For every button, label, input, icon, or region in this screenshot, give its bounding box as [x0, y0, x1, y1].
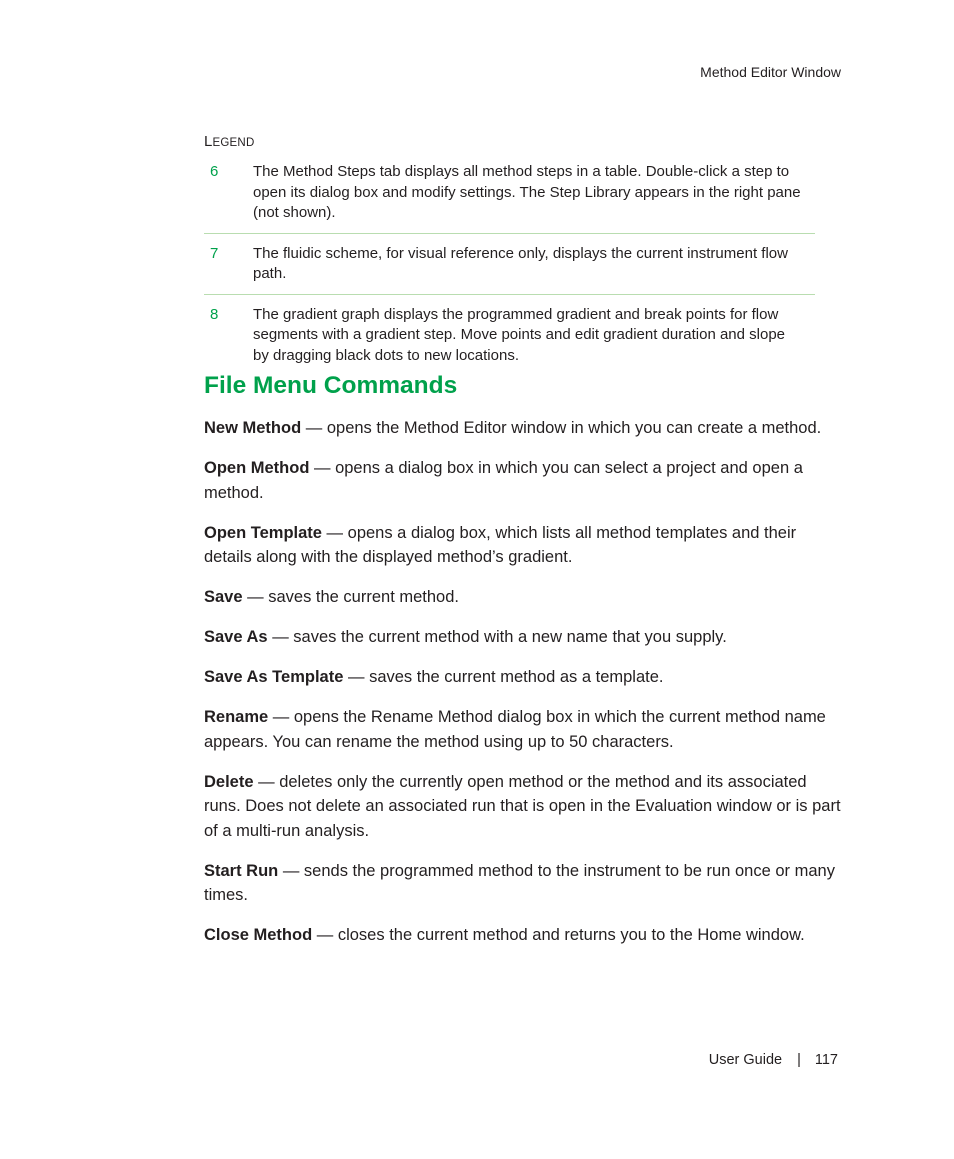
command-description: — saves the current method as a template.	[343, 668, 664, 686]
command-start-run	[204, 859, 844, 908]
command-description: — opens the Method Editor window in which you can create a method.	[301, 419, 822, 437]
command-rename	[204, 705, 844, 754]
command-description: — closes the current method and returns you to the Home window.	[312, 926, 805, 944]
legend-number: 7	[210, 244, 219, 262]
legend-description: The gradient graph displays the programmed gradient and break points for flow segments with a gradient step. Move points and edit gradient duration and slope by dragging black dots to new locations.	[253, 305, 786, 364]
command-description: — saves the current method with a new name that you supply.	[267, 628, 727, 646]
command-description: — opens the Rename Method dialog box in which the current method name appears. You can rename the method using up to 50 characters.	[204, 708, 826, 751]
footer-separator: |	[797, 1052, 801, 1068]
legend-description: The fluidic scheme, for visual reference only, displays the current instrument flow path.	[253, 244, 788, 282]
command-save-as-template	[204, 665, 844, 690]
command-description: — deletes only the currently open method or the method and its associated runs. Does not delete an associated run that is open in the Evaluation window or is part of a multi-run analysis.	[204, 772, 841, 840]
command-description: — sends the programmed method to the instrument to be run once or many times.	[204, 861, 835, 904]
command-open-template	[204, 521, 844, 570]
command-save-as	[204, 625, 844, 650]
command-save	[204, 585, 844, 610]
legend-row	[204, 160, 815, 234]
legend-heading-initial: L	[204, 133, 213, 150]
legend-heading-rest: EGEND	[212, 137, 255, 149]
footer-doc-title: User Guide	[708, 1052, 783, 1068]
command-term: Delete	[204, 772, 254, 791]
command-term: Open Template	[204, 523, 322, 542]
legend-row	[204, 295, 815, 376]
legend-number: 6	[210, 163, 219, 180]
legend-number: 8	[210, 305, 219, 323]
command-term: Start Run	[204, 861, 279, 880]
section-title: File Menu Commands	[204, 372, 458, 399]
page-footer	[709, 1052, 838, 1068]
command-new-method	[204, 416, 844, 441]
command-delete	[204, 770, 844, 844]
command-description: — opens a dialog box in which you can select a project and open a method.	[204, 459, 803, 502]
command-term: Save As Template	[204, 668, 344, 686]
legend-heading	[204, 133, 254, 150]
command-term: Rename	[204, 708, 269, 726]
legend-description: The Method Steps tab displays all method steps in a table. Double-click a step to open its dialog box and modify settings. The Step Library appears in the right pane (not shown).	[253, 163, 801, 221]
command-description: — saves the current method.	[242, 588, 459, 606]
command-description: — opens a dialog box, which lists all method templates and their details along with the displayed method’s gradient.	[204, 523, 797, 566]
command-close-method	[204, 923, 844, 948]
legend-row	[204, 234, 815, 295]
command-term: New Method	[204, 419, 302, 437]
command-term: Close Method	[204, 926, 313, 944]
command-list	[204, 416, 844, 963]
command-term: Open Method	[204, 459, 310, 477]
command-term: Save As	[204, 628, 268, 646]
command-open-method	[204, 456, 844, 505]
page-number: 117	[814, 1052, 838, 1068]
legend-table	[204, 160, 815, 375]
running-header: Method Editor Window	[700, 64, 841, 80]
command-term: Save	[204, 588, 243, 606]
